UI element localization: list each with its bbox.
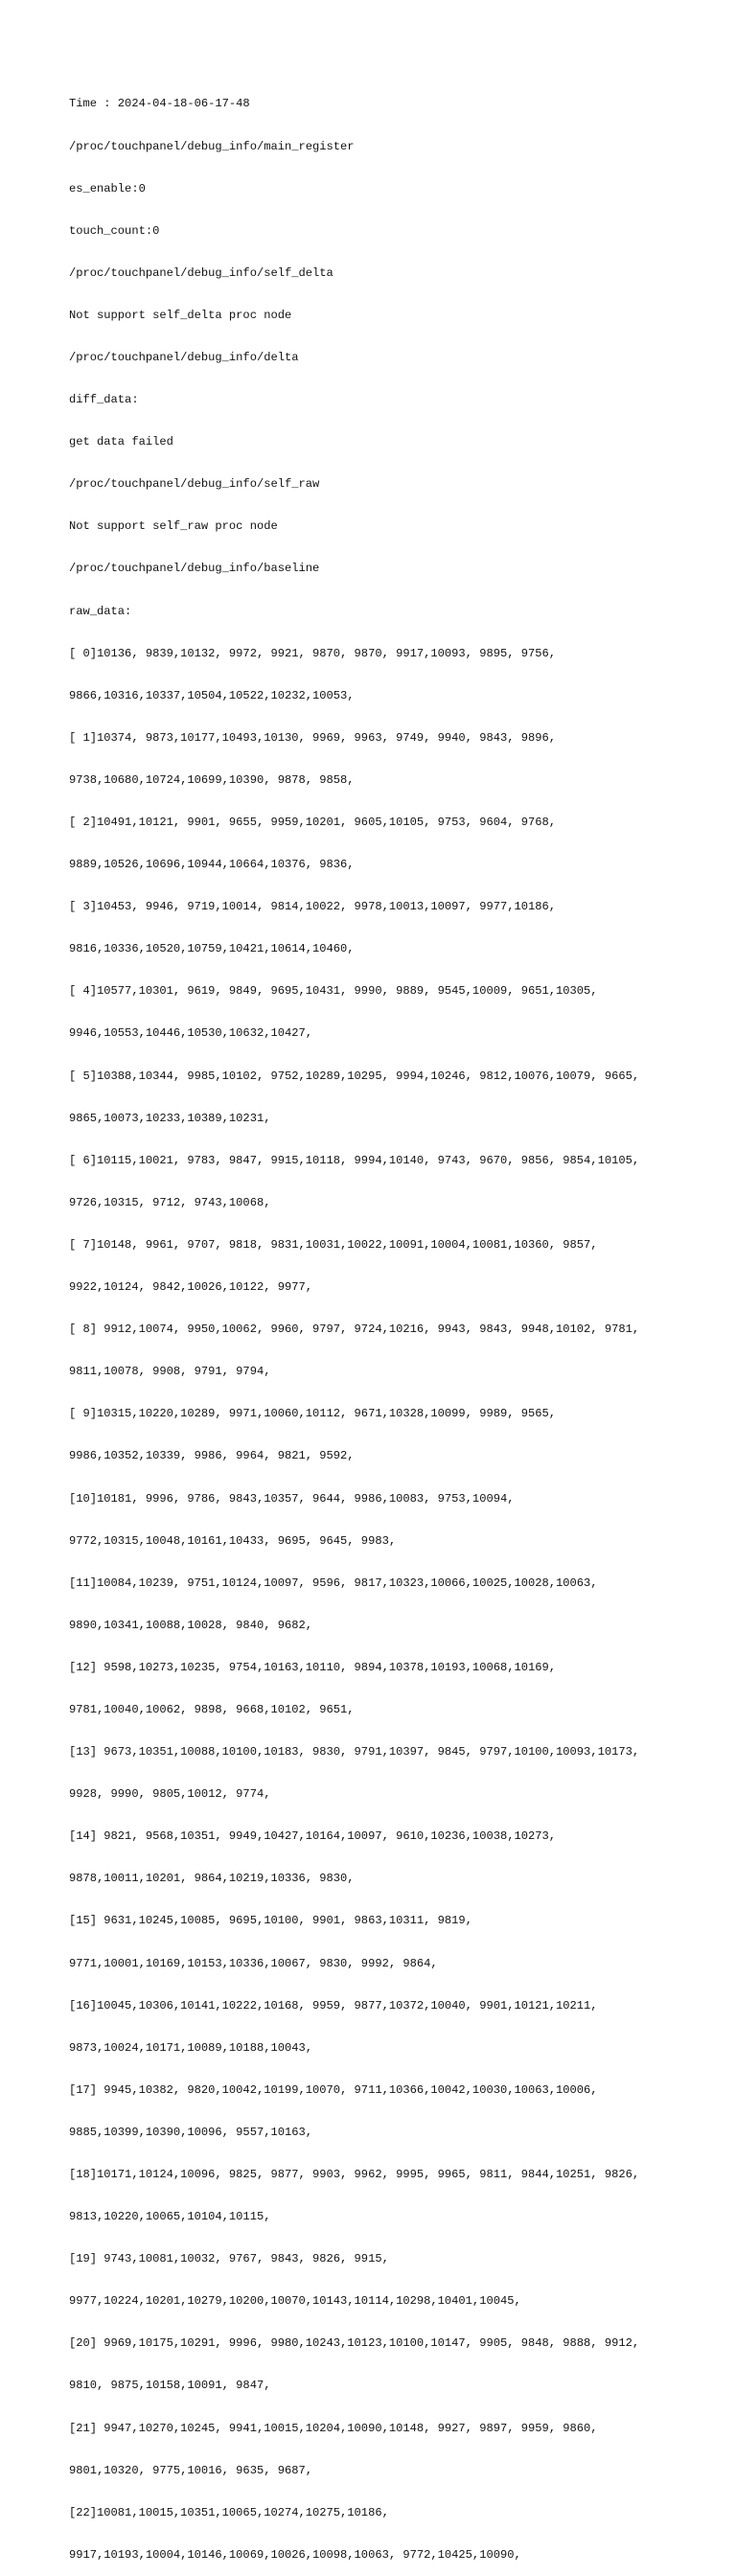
self-delta-message: Not support self_delta proc node: [69, 308, 292, 322]
raw-data-row-continuation: 9890,10341,10088,10028, 9840, 9682,: [69, 1618, 313, 1632]
raw-data-row: [16]10045,10306,10141,10222,10168, 9959, 9877,10372,10040, 9901,10121,10211,: [69, 1998, 598, 2012]
main-register-path: /proc/touchpanel/debug_info/main_register: [69, 139, 355, 153]
raw-data-row-continuation: 9977,10224,10201,10279,10200,10070,10143,10114,10298,10401,10045,: [69, 2294, 521, 2309]
diff-data-label: diff_data:: [69, 393, 139, 407]
raw-data-row-continuation: 9885,10399,10390,10096, 9557,10163,: [69, 2125, 313, 2139]
self-delta-path: /proc/touchpanel/debug_info/self_delta: [69, 265, 334, 280]
raw-data-row: [ 4]10577,10301, 9619, 9849, 9695,10431, 9990, 9889, 9545,10009, 9651,10305,: [69, 984, 598, 999]
timestamp-line: Time : 2024-04-18-06-17-48: [69, 97, 250, 111]
raw-data-row-continuation: 9917,10193,10004,10146,10069,10026,10098,10063, 9772,10425,10090,: [69, 2547, 521, 2562]
raw-data-row: [22]10081,10015,10351,10065,10274,10275,10186,: [69, 2505, 389, 2519]
raw-data-row: [ 3]10453, 9946, 9719,10014, 9814,10022, 9978,10013,10097, 9977,10186,: [69, 900, 557, 914]
raw-data-row: [11]10084,10239, 9751,10124,10097, 9596, 9817,10323,10066,10025,10028,10063,: [69, 1576, 598, 1590]
raw-data-row: [ 1]10374, 9873,10177,10493,10130, 9969, 9963, 9749, 9940, 9843, 9896,: [69, 730, 557, 745]
raw-data-row: [20] 9969,10175,10291, 9996, 9980,10243,10123,10100,10147, 9905, 9848, 9888, 9912,: [69, 2336, 640, 2351]
raw-data-row-continuation: 9771,10001,10169,10153,10336,10067, 9830, 9992, 9864,: [69, 1956, 438, 1970]
self-raw-message: Not support self_raw proc node: [69, 519, 278, 534]
raw-data-row-continuation: 9801,10320, 9775,10016, 9635, 9687,: [69, 2463, 313, 2477]
raw-data-row-continuation: 9873,10024,10171,10089,10188,10043,: [69, 2040, 313, 2055]
raw-data-row-continuation: 9928, 9990, 9805,10012, 9774,: [69, 1787, 271, 1802]
raw-data-row: [14] 9821, 9568,10351, 9949,10427,10164,10097, 9610,10236,10038,10273,: [69, 1829, 557, 1844]
raw-data-row-continuation: 9811,10078, 9908, 9791, 9794,: [69, 1365, 271, 1379]
raw-data-row: [ 6]10115,10021, 9783, 9847, 9915,10118, 9994,10140, 9743, 9670, 9856, 9854,10105,: [69, 1153, 640, 1167]
raw-data-row: [ 0]10136, 9839,10132, 9972, 9921, 9870, 9870, 9917,10093, 9895, 9756,: [69, 646, 557, 660]
raw-data-row: [ 5]10388,10344, 9985,10102, 9752,10289,10295, 9994,10246, 9812,10076,10079, 9665,: [69, 1069, 640, 1083]
raw-data-row: [ 2]10491,10121, 9901, 9655, 9959,10201, 9605,10105, 9753, 9604, 9768,: [69, 816, 557, 829]
raw-data-row: [19] 9743,10081,10032, 9767, 9843, 9826, 9915,: [69, 2252, 389, 2266]
self-raw-path: /proc/touchpanel/debug_info/self_raw: [69, 477, 320, 492]
raw-data-row: [17] 9945,10382, 9820,10042,10199,10070, 9711,10366,10042,10030,10063,10006,: [69, 2082, 598, 2097]
raw-data-row: [ 8] 9912,10074, 9950,10062, 9960, 9797, 9724,10216, 9943, 9843, 9948,10102, 9781,: [69, 1322, 640, 1337]
raw-data-row-continuation: 9772,10315,10048,10161,10433, 9695, 9645, 9983,: [69, 1533, 397, 1548]
raw-data-label: raw_data:: [69, 604, 132, 618]
raw-data-row-continuation: 9889,10526,10696,10944,10664,10376, 9836,: [69, 858, 355, 872]
raw-data-row: [ 7]10148, 9961, 9707, 9818, 9831,10031,10022,10091,10004,10081,10360, 9857,: [69, 1237, 598, 1252]
raw-data-row-continuation: 9866,10316,10337,10504,10522,10232,10053,: [69, 688, 355, 702]
raw-data-row-continuation: 9986,10352,10339, 9986, 9964, 9821, 9592,: [69, 1449, 355, 1463]
es-enable-value: es_enable:0: [69, 181, 146, 196]
diff-data-message: get data failed: [69, 435, 173, 449]
raw-data-row-continuation: 9813,10220,10065,10104,10115,: [69, 2210, 271, 2224]
raw-data-row-continuation: 9865,10073,10233,10389,10231,: [69, 1111, 271, 1125]
raw-data-row-continuation: 9878,10011,10201, 9864,10219,10336, 9830,: [69, 1872, 355, 1886]
raw-data-row-continuation: 9738,10680,10724,10699,10390, 9878, 9858,: [69, 772, 355, 787]
raw-data-row-continuation: 9810, 9875,10158,10091, 9847,: [69, 2379, 271, 2393]
baseline-path: /proc/touchpanel/debug_info/baseline: [69, 562, 320, 576]
debug-log-document: [69, 69, 721, 2576]
raw-data-row-continuation: 9816,10336,10520,10759,10421,10614,10460,: [69, 942, 355, 956]
raw-data-row-continuation: 9781,10040,10062, 9898, 9668,10102, 9651,: [69, 1702, 355, 1716]
raw-data-row-continuation: 9946,10553,10446,10530,10632,10427,: [69, 1026, 313, 1041]
raw-data-row: [ 9]10315,10220,10289, 9971,10060,10112, 9671,10328,10099, 9989, 9565,: [69, 1407, 557, 1421]
delta-path: /proc/touchpanel/debug_info/delta: [69, 350, 299, 364]
raw-data-row: [18]10171,10124,10096, 9825, 9877, 9903, 9962, 9995, 9965, 9811, 9844,10251, 9826,: [69, 2168, 640, 2181]
raw-data-row: [21] 9947,10270,10245, 9941,10015,10204,10090,10148, 9927, 9897, 9959, 9860,: [69, 2421, 598, 2435]
raw-data-row: [15] 9631,10245,10085, 9695,10100, 9901, 9863,10311, 9819,: [69, 1914, 472, 1928]
raw-data-row: [10]10181, 9996, 9786, 9843,10357, 9644, 9986,10083, 9753,10094,: [69, 1491, 515, 1506]
raw-data-row: [13] 9673,10351,10088,10100,10183, 9830, 9791,10397, 9845, 9797,10100,10093,10173,: [69, 1745, 640, 1760]
raw-data-row-continuation: 9726,10315, 9712, 9743,10068,: [69, 1195, 271, 1209]
raw-data-row-continuation: 9922,10124, 9842,10026,10122, 9977,: [69, 1280, 313, 1295]
raw-data-row: [12] 9598,10273,10235, 9754,10163,10110, 9894,10378,10193,10068,10169,: [69, 1660, 557, 1674]
touch-count-value: touch_count:0: [69, 223, 160, 238]
